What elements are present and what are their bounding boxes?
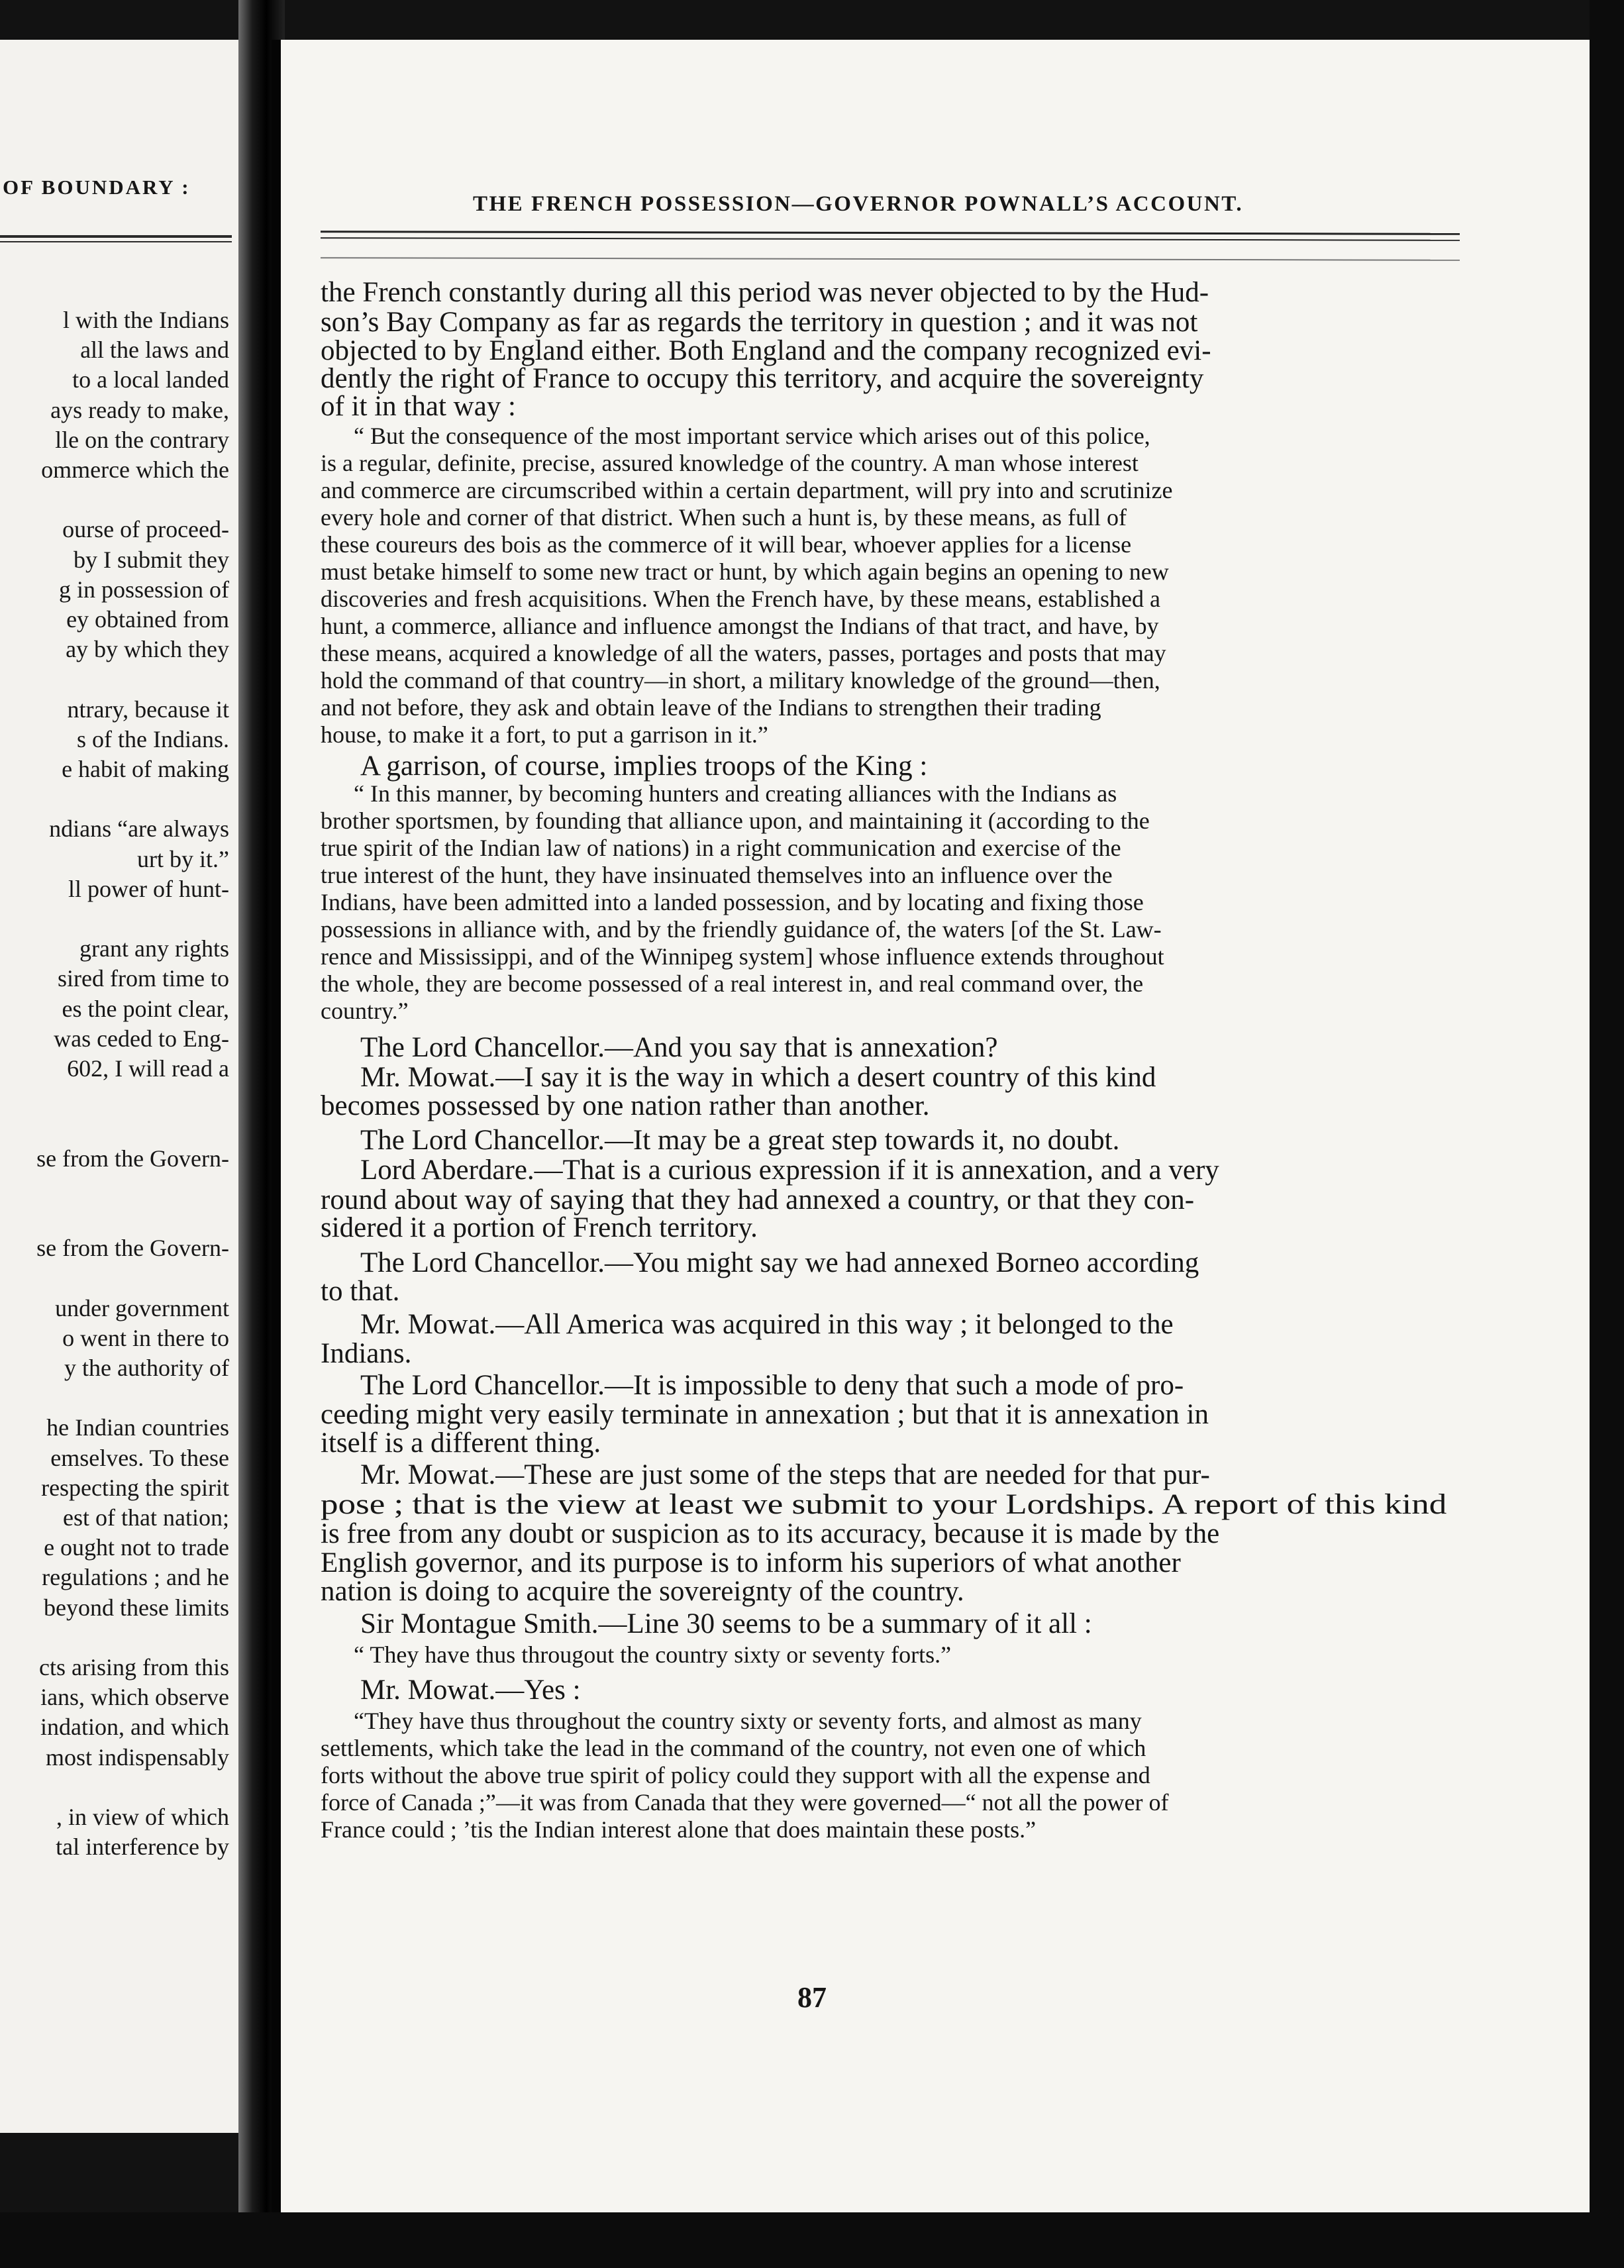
text-line: to that. (321, 1276, 400, 1307)
left-page-line: cts arising from this (39, 1654, 229, 1680)
text-line: of it in that way : (321, 391, 516, 422)
left-page-line: tal interference by (56, 1833, 229, 1861)
text-line: ceeding might very easily terminate in annexation ; but that it is annexation in (321, 1399, 1209, 1430)
text-line: Mr. Mowat.—I say it is the way in which a desert country of this kind (360, 1062, 1156, 1093)
left-page-line: s of the Indians. (77, 725, 229, 752)
left-page-line: ey obtained from (66, 606, 229, 633)
quoted-line: “ But the consequence of the most important service which arises out of this police, (354, 423, 1150, 449)
left-page-line: e habit of making (62, 756, 229, 782)
text-line: pose ; that is the view at least we submit to your Lordships. A report of this kind (321, 1489, 1447, 1520)
quoted-line: hold the command of that country—in short, a military knowledge of the ground—then, (321, 667, 1160, 694)
quoted-line: country.” (321, 998, 409, 1024)
left-page-line: sired from time to (58, 965, 229, 992)
text-line: Lord Aberdare.—That is a curious expression if it is annexation, and a very (360, 1155, 1219, 1186)
quoted-line: discoveries and fresh acquisitions. When the French have, by these means, established a (321, 586, 1160, 612)
left-page-line: most indispensably (46, 1743, 229, 1771)
left-page-line: o went in there to (62, 1324, 229, 1351)
left-header-rule (0, 235, 232, 238)
left-page-line: under government (55, 1294, 229, 1321)
left-facing-page (0, 40, 238, 2133)
page-body (281, 40, 1599, 2226)
quoted-line: these coureurs des bois as the commerce of it will bear, whoever applies for a license (321, 531, 1132, 558)
left-page-line: se from the Govern- (36, 1145, 229, 1172)
quoted-line: forts without the above true spirit of policy could they support with all the expense and (321, 1762, 1150, 1788)
left-page-line: es the point clear, (62, 995, 229, 1022)
text-line: The Lord Chancellor.—It may be a great step towards it, no doubt. (360, 1125, 1120, 1156)
quoted-line: “ They have thus througout the country sixty or seventy forts.” (354, 1641, 952, 1668)
left-page-line: , in view of which (56, 1804, 229, 1830)
text-line: Sir Montague Smith.—Line 30 seems to be a summary of it all : (360, 1608, 1092, 1639)
main-page (272, 40, 1599, 2226)
quoted-line: “They have thus throughout the country sixty or seventy forts, and almost as many (354, 1708, 1142, 1734)
text-line: The Lord Chancellor.—You might say we had annexed Borneo according (360, 1247, 1199, 1278)
left-page-line: 602, I will read a (67, 1055, 229, 1082)
scan-edge-right (1590, 0, 1624, 2268)
quoted-line: and commerce are circumscribed within a certain department, will pry into and scrutinize (321, 477, 1173, 503)
text-line: objected to by England either. Both England and the company recognized evi- (321, 335, 1211, 366)
quoted-line: hunt, a commerce, alliance and influence amongst the Indians of that tract, and have, by (321, 613, 1159, 639)
left-page-line: grant any rights (79, 935, 229, 962)
quoted-line: must betake himself to some new tract or hunt, by which again begins an opening to new (321, 558, 1169, 585)
text-line: sidered it a portion of French territory. (321, 1212, 758, 1243)
text-line: A garrison, of course, implies troops of the King : (360, 750, 928, 782)
left-page-line: regulations ; and he (42, 1564, 229, 1591)
text-line: son’s Bay Company as far as regards the territory in question ; and it was not (321, 307, 1198, 338)
quoted-line: France could ; ’tis the Indian interest alone that does maintain these posts.” (321, 1816, 1037, 1843)
left-page-line: l with the Indians (63, 307, 229, 333)
text-line: the French constantly during all this period was never objected to by the Hud- (321, 277, 1209, 308)
left-page-line: y the authority of (64, 1355, 229, 1381)
text-line: is free from any doubt or suspicion as to its accuracy, because it is made by the (321, 1518, 1220, 1549)
left-page-line: urt by it.” (137, 845, 229, 872)
left-page-line: se from the Govern- (36, 1235, 229, 1262)
left-page-line: e ought not to trade (44, 1534, 229, 1561)
quoted-line: and not before, they ask and obtain leave of the Indians to strengthen their trading (321, 694, 1101, 721)
page-number: 87 (797, 1981, 827, 2014)
left-page-line: to a local landed (72, 366, 229, 393)
text-line: Mr. Mowat.—These are just some of the steps that are needed for that pur- (360, 1459, 1210, 1490)
scan-edge-bottom (0, 2212, 1624, 2268)
left-page-line: ll power of hunt- (68, 875, 229, 902)
left-page-line: ays ready to make, (50, 396, 229, 423)
left-page-line: ntrary, because it (67, 696, 229, 723)
text-line: nation is doing to acquire the sovereignty of the country. (321, 1576, 964, 1607)
quoted-line: true interest of the hunt, they have insinuated themselves into an influence over the (321, 862, 1113, 888)
text-line: becomes possessed by one nation rather than another. (321, 1090, 930, 1121)
left-page-line: lle on the contrary (55, 426, 229, 453)
running-head: THE FRENCH POSSESSION—GOVERNOR POWNALL’S ACCOUNT. (473, 192, 1244, 216)
text-line: Mr. Mowat.—All America was acquired in this way ; it belonged to the (360, 1309, 1174, 1340)
quoted-line: these means, acquired a knowledge of all the waters, passes, portages and posts that may (321, 640, 1166, 666)
left-page-line: all the laws and (80, 336, 229, 364)
text-line: dently the right of France to occupy this territory, and acquire the sovereignty (321, 363, 1204, 394)
text-line: round about way of saying that they had annexed a country, or that they con- (321, 1184, 1195, 1215)
quoted-line: “ In this manner, by becoming hunters and creating alliances with the Indians as (354, 780, 1117, 807)
text-line: itself is a different thing. (321, 1427, 601, 1459)
text-line: Indians. (321, 1338, 412, 1369)
left-page-line: he Indian countries (46, 1414, 229, 1441)
left-page-line: ndians “are always (49, 815, 229, 843)
left-running-head: OF BOUNDARY : (3, 176, 191, 199)
left-page-line: ourse of proceed- (62, 516, 229, 543)
left-page-line: was ceded to Eng- (54, 1025, 229, 1052)
left-page-line: ommerce which the (41, 456, 229, 483)
left-page-line: ians, which observe (40, 1684, 229, 1711)
left-header-rule-thin (0, 241, 232, 242)
left-page-line: beyond these limits (44, 1594, 229, 1621)
quoted-line: true spirit of the Indian law of nations) in a right communication and exercise of the (321, 835, 1121, 861)
quoted-line: brother sportsmen, by founding that alliance upon, and maintaining it (according to the (321, 807, 1150, 834)
quoted-line: is a regular, definite, precise, assured knowledge of the country. A man whose interest (321, 450, 1139, 476)
quoted-line: house, to make it a fort, to put a garrison in it.” (321, 721, 768, 748)
quoted-line: force of Canada ;”—it was from Canada that they were governed—“ not all the power of (321, 1789, 1169, 1816)
quoted-line: the whole, they are become possessed of a real interest in, and real command over, the (321, 970, 1144, 997)
text-line: The Lord Chancellor.—It is impossible to deny that such a mode of pro- (360, 1370, 1184, 1401)
text-line: English governor, and its purpose is to inform his superiors of what another (321, 1547, 1181, 1578)
left-page-line: emselves. To these (50, 1444, 229, 1471)
quoted-line: Indians, have been admitted into a landed possession, and by locating and fixing those (321, 889, 1144, 915)
left-page-line: ay by which they (66, 636, 229, 663)
text-line: Mr. Mowat.—Yes : (360, 1675, 581, 1706)
left-page-line: by I submit they (74, 546, 229, 573)
quoted-line: settlements, which take the lead in the command of the country, not even one of which (321, 1735, 1146, 1761)
text-line: The Lord Chancellor.—And you say that is annexation? (360, 1032, 998, 1063)
quoted-line: every hole and corner of that district. When such a hunt is, by these means, as full of (321, 504, 1127, 531)
left-page-line: est of that nation; (63, 1504, 229, 1531)
left-page-line: g in possession of (58, 576, 229, 603)
quoted-line: rence and Mississippi, and of the Winnipeg system] whose influence extends throughout (321, 943, 1164, 970)
left-page-line: indation, and which (40, 1714, 229, 1741)
left-page-line: respecting the spirit (41, 1474, 229, 1501)
quoted-line: possessions in alliance with, and by the friendly guidance of, the waters [of the St. Law- (321, 916, 1162, 943)
